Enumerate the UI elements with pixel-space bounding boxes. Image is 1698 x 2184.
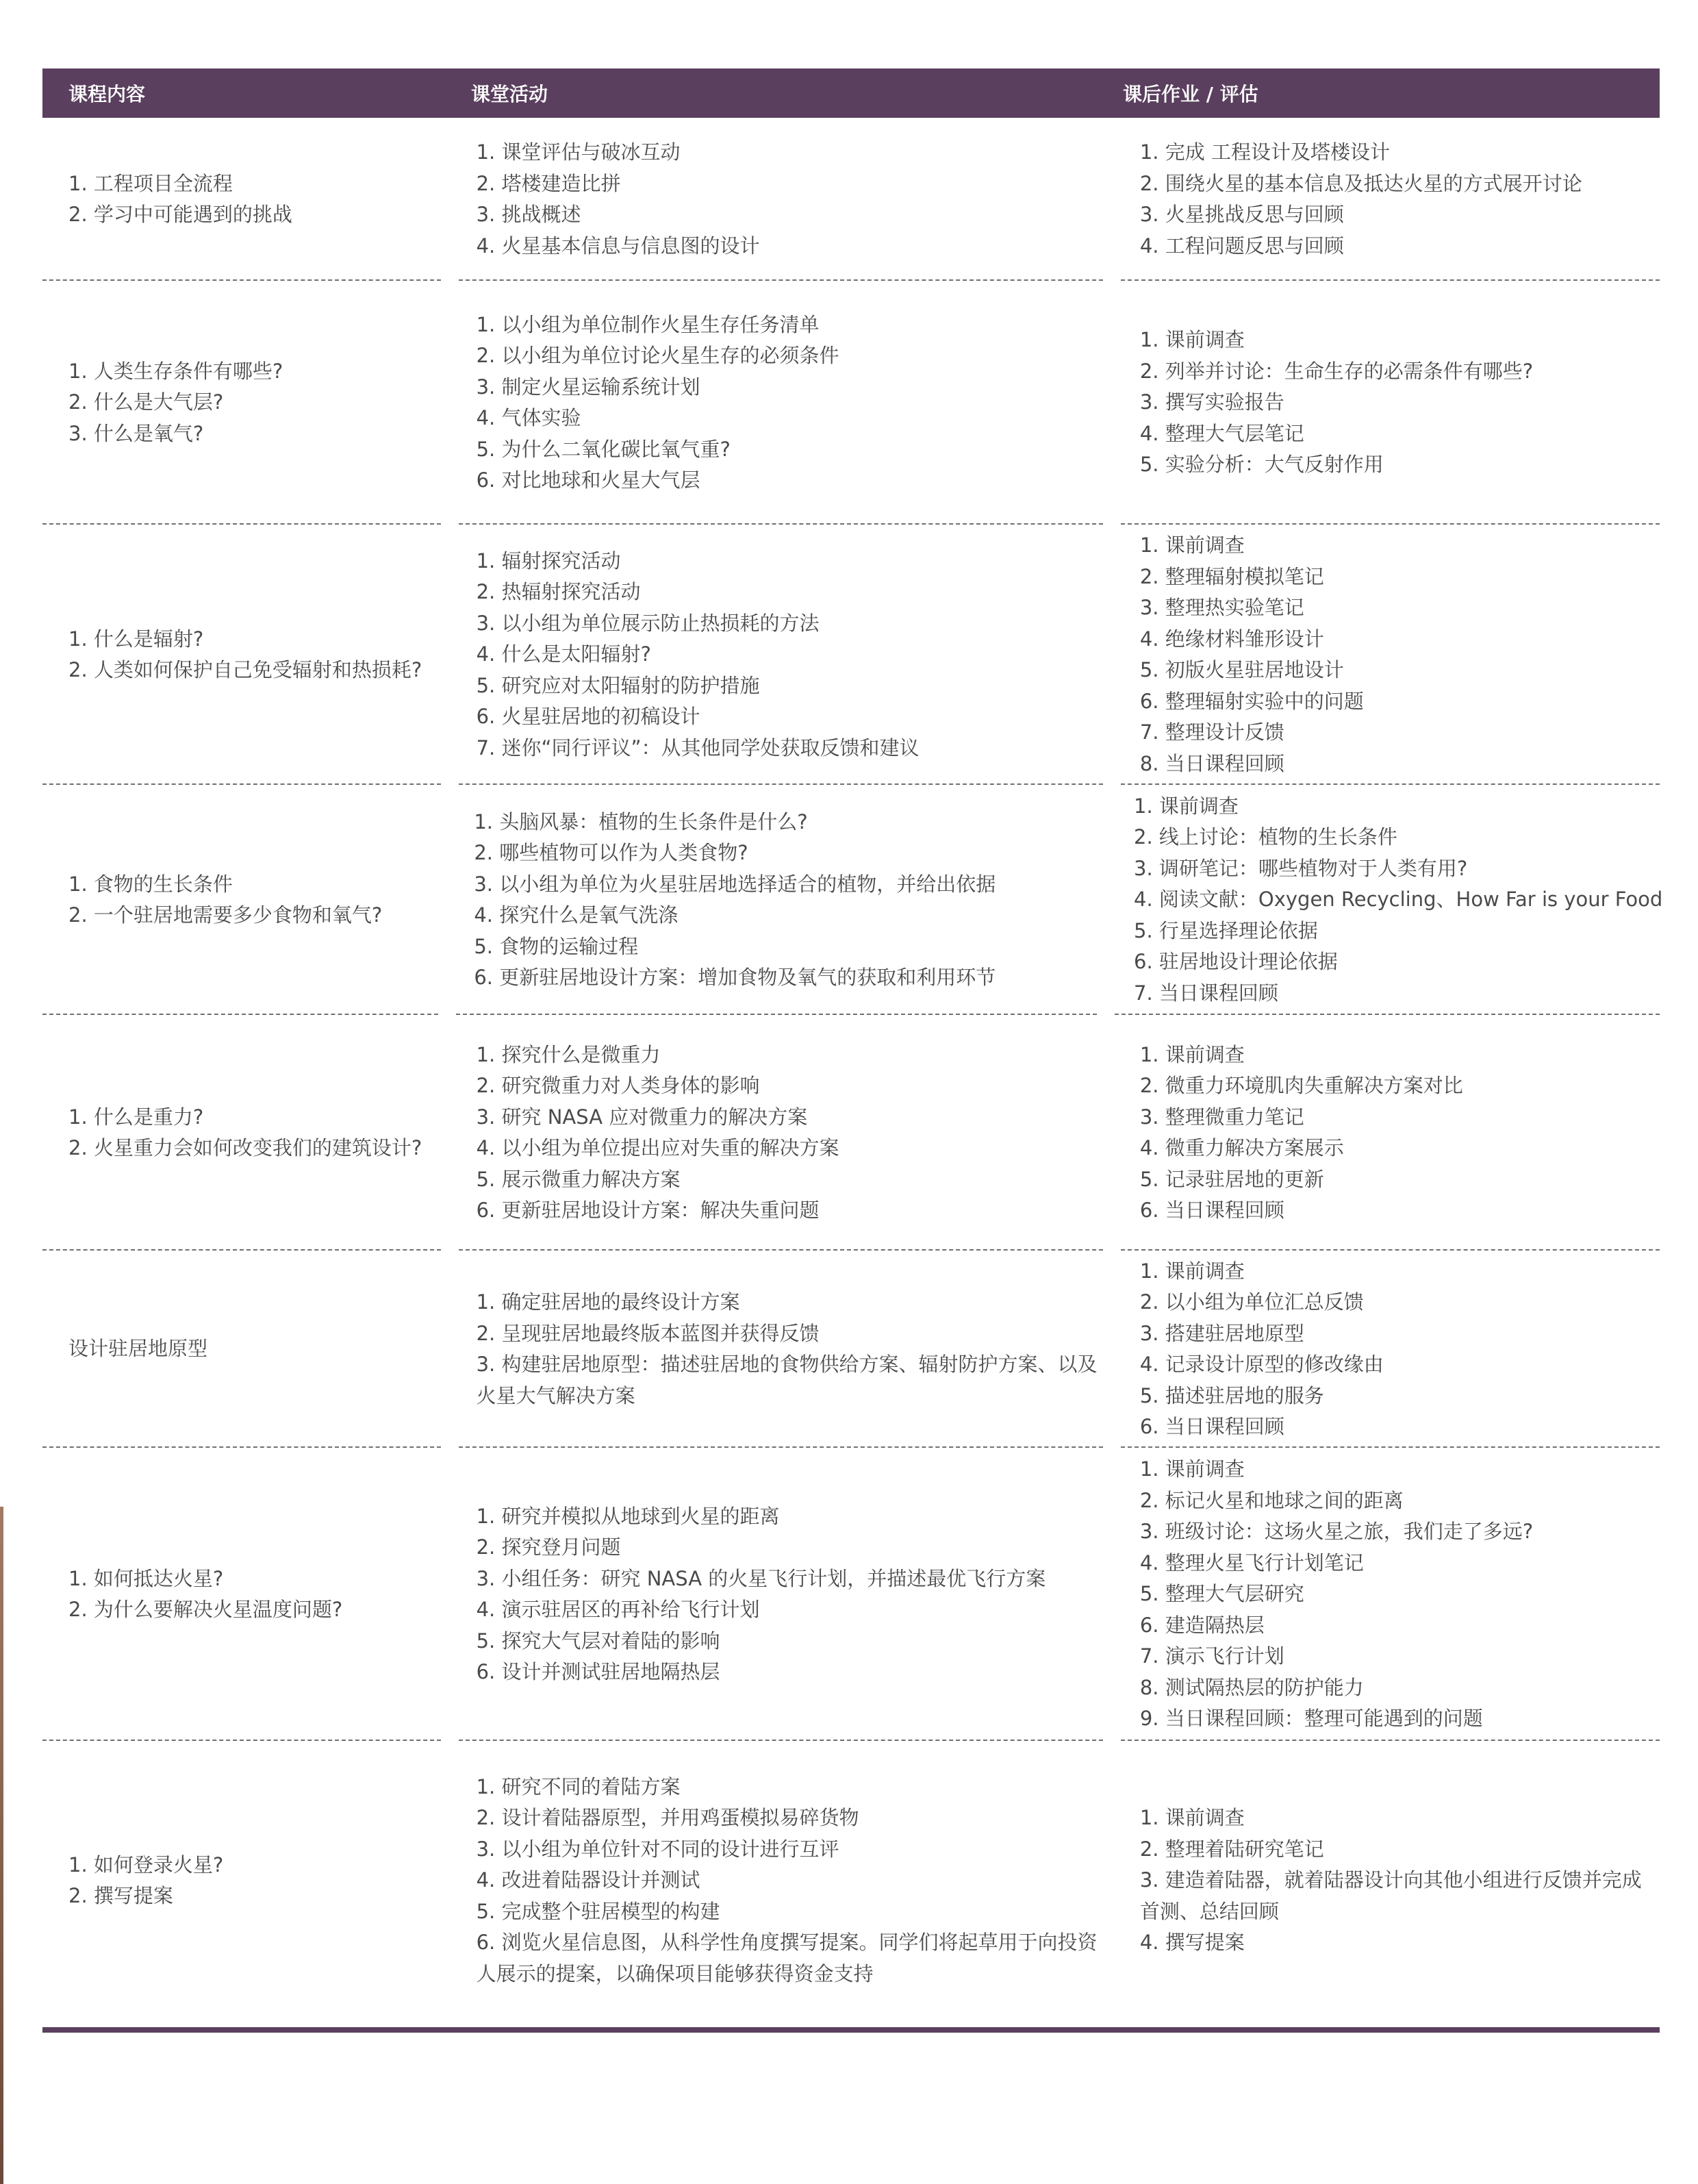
- activities-cell: [459, 1015, 1103, 1251]
- list-item: 7. 演示飞行计划: [1139, 1644, 1284, 1668]
- list-item: 2. 一个驻居地需要多少食物和氧气?: [68, 903, 383, 927]
- list-item: 1. 研究并模拟从地球到火星的距离: [476, 1504, 780, 1528]
- list-item: 3. 构建驻居地原型：描述驻居地的食物供给方案、辐射防护方案、以及火星大气解决方案: [476, 1353, 1098, 1407]
- list-item: 1. 什么是重力?: [68, 1105, 204, 1129]
- list-item: 4. 绝缘材料雏形设计: [1139, 627, 1324, 651]
- content-cell: [42, 1448, 441, 1741]
- list-item: 4. 改进着陆器设计并测试: [476, 1868, 700, 1892]
- list-item: 2. 火星重力会如何改变我们的建筑设计?: [68, 1136, 422, 1159]
- list-item: 5. 描述驻居地的服务: [1139, 1383, 1324, 1407]
- table-row: [42, 785, 1663, 1015]
- table-row: [42, 118, 1660, 281]
- list-item: 6. 当日课程回顾: [1139, 1198, 1284, 1222]
- content-cell: [42, 525, 441, 785]
- list-item: 1. 探究什么是微重力: [476, 1042, 661, 1066]
- list-item: 1. 课前调查: [1139, 1259, 1245, 1283]
- list-item: 2. 以小组为单位汇总反馈: [1139, 1290, 1364, 1314]
- list-item: 3. 班级讨论：这场火星之旅，我们走了多远?: [1139, 1520, 1534, 1544]
- list-item: 5. 探究大气层对着陆的影响: [476, 1629, 720, 1653]
- activities-cell: [459, 525, 1103, 785]
- list-item: 5. 行星选择理论依据: [1134, 918, 1318, 942]
- homework-cell-list: [1140, 325, 1654, 481]
- list-item: 1. 辐射探究活动: [476, 549, 621, 573]
- content-cell: [42, 785, 438, 1015]
- content-cell-list: [68, 356, 441, 450]
- list-item: 3. 搭建驻居地原型: [1139, 1321, 1304, 1345]
- content-cell: [42, 118, 441, 281]
- header-homework: 课后作业 / 评估: [1123, 83, 1258, 105]
- list-item: 5. 食物的运输过程: [474, 934, 639, 958]
- list-item: 1. 头脑风暴：植物的生长条件是什么?: [474, 809, 808, 833]
- list-item: 2. 热辐射探究活动: [476, 580, 641, 604]
- list-item: 5. 记录驻居地的更新: [1139, 1167, 1324, 1191]
- list-item: 6. 建造隔热层: [1139, 1613, 1265, 1637]
- list-item: 1. 课前调查: [1139, 328, 1245, 352]
- table-bottom-rule: [42, 2027, 1660, 2033]
- list-item: 3. 什么是氧气?: [68, 421, 204, 445]
- content-cell: [42, 281, 441, 525]
- content-cell: [42, 1251, 441, 1448]
- list-item: 6. 对比地球和火星大气层: [476, 468, 700, 492]
- homework-cell-list: [1140, 530, 1654, 779]
- list-item: 5. 实验分析：大气反射作用: [1139, 453, 1384, 477]
- homework-cell-list: [1140, 1454, 1654, 1735]
- list-item: 4. 探究什么是氧气洗涤: [474, 903, 679, 927]
- list-item: 4. 整理火星飞行计划笔记: [1139, 1551, 1364, 1574]
- list-item: 1. 课前调查: [1139, 1042, 1245, 1066]
- homework-cell: [1121, 1741, 1660, 2020]
- content-cell-list: [68, 869, 438, 931]
- list-item: 3. 研究 NASA 应对微重力的解决方案: [476, 1105, 808, 1129]
- list-item: 2. 列举并讨论：生命生存的必需条件有哪些?: [1139, 359, 1534, 383]
- activities-cell-list: [477, 1501, 1103, 1688]
- list-item: 1. 研究不同的着陆方案: [476, 1774, 681, 1798]
- list-item: 2. 塔楼建造比拼: [476, 171, 621, 195]
- homework-cell: [1121, 118, 1660, 281]
- list-item: 5. 展示微重力解决方案: [476, 1167, 681, 1191]
- list-item: 1. 如何登录火星?: [68, 1853, 224, 1877]
- homework-cell-list: [1140, 1803, 1654, 1959]
- list-item: 2. 研究微重力对人类身体的影响: [476, 1074, 760, 1097]
- list-item: 1. 课前调查: [1139, 534, 1245, 557]
- list-item: 1. 课堂评估与破冰互动: [476, 140, 681, 164]
- list-item: 4. 阅读文献：Oxygen Recycling、How Far is your Food: [1134, 888, 1663, 912]
- list-item: 2. 围绕火星的基本信息及抵达火星的方式展开讨论: [1139, 171, 1582, 195]
- list-item: 5. 研究应对太阳辐射的防护措施: [476, 673, 760, 697]
- homework-cell-list: [1134, 791, 1663, 1009]
- list-item: 2. 学习中可能遇到的挑战: [68, 203, 292, 226]
- content-cell: [42, 1741, 441, 2020]
- table-row: [42, 1015, 1660, 1251]
- list-item: 5. 完成整个驻居模型的构建: [476, 1899, 720, 1923]
- list-item: 6. 驻居地设计理论依据: [1134, 950, 1338, 974]
- list-item: 2. 什么是大气层?: [68, 390, 224, 414]
- homework-cell-list: [1140, 1040, 1654, 1227]
- content-cell-list: [68, 1333, 441, 1365]
- left-edge-decoration: [0, 1507, 3, 2184]
- list-item: 6. 更新驻居地设计方案：解决失重问题: [476, 1198, 820, 1222]
- content-cell-list: [68, 168, 441, 231]
- list-item: 6. 浏览火星信息图，从科学性角度撰写提案。同学们将起草用于向投资人展示的提案，以确保项目能够获得资金支持: [476, 1931, 1098, 1985]
- homework-cell: [1121, 281, 1660, 525]
- list-item: 7. 整理设计反馈: [1139, 720, 1284, 744]
- list-item: 2. 整理辐射模拟笔记: [1139, 564, 1324, 588]
- homework-cell: [1115, 785, 1663, 1015]
- list-item: 3. 以小组为单位展示防止热损耗的方法: [476, 611, 820, 635]
- homework-cell: [1121, 1448, 1660, 1741]
- activities-cell-list: [477, 137, 1103, 262]
- list-item: 2. 微重力环境肌肉失重解决方案对比: [1139, 1074, 1463, 1097]
- list-item: 1. 人类生存条件有哪些?: [68, 359, 283, 383]
- header-activities: 课堂活动: [471, 83, 548, 105]
- list-item: 7. 迷你“同行评议”：从其他同学处获取反馈和建议: [476, 736, 920, 760]
- table-row: [42, 1741, 1660, 2020]
- table-row: [42, 1448, 1660, 1741]
- activities-cell-list: [477, 1040, 1103, 1227]
- list-item: 2. 以小组为单位讨论火星生存的必须条件: [476, 344, 839, 367]
- activities-cell: [456, 785, 1097, 1015]
- list-item: 4. 什么是太阳辐射?: [476, 642, 651, 666]
- list-item: 9. 当日课程回顾：整理可能遇到的问题: [1139, 1707, 1483, 1731]
- activities-cell: [459, 1448, 1103, 1741]
- list-item: 2. 为什么要解决火星温度问题?: [68, 1598, 343, 1621]
- list-item: 7. 当日课程回顾: [1134, 981, 1278, 1005]
- list-item: 2. 探究登月问题: [476, 1535, 621, 1559]
- homework-cell-list: [1140, 1256, 1654, 1443]
- list-item: 4. 撰写提案: [1139, 1931, 1245, 1955]
- list-item: 2. 哪些植物可以作为人类食物?: [474, 841, 748, 864]
- content-cell-list: [68, 1564, 441, 1626]
- content-cell-list: [68, 624, 441, 686]
- list-item: 3. 以小组为单位为火星驻居地选择适合的植物，并给出依据: [474, 872, 996, 896]
- list-item: 5. 初版火星驻居地设计: [1139, 658, 1344, 681]
- content-cell-list: [68, 1850, 441, 1912]
- list-item: 4. 整理大气层笔记: [1139, 421, 1304, 445]
- list-item: 3. 小组任务：研究 NASA 的火星飞行计划，并描述最优飞行方案: [476, 1566, 1046, 1590]
- list-item: 5. 为什么二氧化碳比氧气重?: [476, 437, 731, 461]
- activities-cell-list: [477, 546, 1103, 764]
- list-item: 设计驻居地原型: [68, 1337, 208, 1361]
- list-item: 1. 完成 工程设计及塔楼设计: [1139, 140, 1390, 164]
- list-item: 1. 什么是辐射?: [68, 627, 204, 651]
- list-item: 4. 以小组为单位提出应对失重的解决方案: [476, 1136, 839, 1159]
- list-item: 3. 挑战概述: [476, 203, 581, 226]
- activities-cell: [459, 281, 1103, 525]
- list-item: 4. 气体实验: [476, 406, 581, 429]
- table-row: [42, 1251, 1660, 1448]
- list-item: 8. 当日课程回顾: [1139, 751, 1284, 775]
- list-item: 4. 演示驻居区的再补给飞行计划: [476, 1598, 760, 1621]
- list-item: 6. 当日课程回顾: [1139, 1415, 1284, 1438]
- homework-cell: [1121, 1251, 1660, 1448]
- homework-cell: [1121, 525, 1660, 785]
- list-item: 1. 以小组为单位制作火星生存任务清单: [476, 312, 820, 336]
- list-item: 6. 整理辐射实验中的问题: [1139, 689, 1364, 713]
- list-item: 2. 撰写提案: [68, 1884, 173, 1907]
- list-item: 3. 整理热实验笔记: [1139, 596, 1304, 619]
- list-item: 1. 课前调查: [1134, 794, 1239, 818]
- activities-cell-list: [474, 807, 1097, 994]
- list-item: 2. 线上讨论：植物的生长条件: [1134, 825, 1397, 849]
- list-item: 6. 设计并测试驻居地隔热层: [476, 1660, 720, 1683]
- content-cell: [42, 1015, 441, 1251]
- list-item: 4. 记录设计原型的修改缘由: [1139, 1353, 1384, 1376]
- activities-cell: [459, 1251, 1103, 1448]
- curriculum-table: [42, 68, 1663, 2033]
- list-item: 6. 更新驻居地设计方案：增加食物及氧气的获取和利用环节: [474, 966, 996, 989]
- list-item: 1. 确定驻居地的最终设计方案: [476, 1290, 740, 1314]
- homework-cell: [1121, 1015, 1660, 1251]
- list-item: 1. 课前调查: [1139, 1457, 1245, 1481]
- list-item: 4. 火星基本信息与信息图的设计: [476, 234, 760, 258]
- list-item: 3. 整理微重力笔记: [1139, 1105, 1304, 1129]
- list-item: 2. 呈现驻居地最终版本蓝图并获得反馈: [476, 1321, 820, 1345]
- header-content: 课程内容: [68, 83, 146, 105]
- list-item: 3. 火星挑战反思与回顾: [1139, 203, 1344, 226]
- list-item: 3. 撰写实验报告: [1139, 390, 1284, 414]
- activities-cell: [459, 1741, 1103, 2020]
- list-item: 4. 微重力解决方案展示: [1139, 1136, 1344, 1159]
- list-item: 1. 如何抵达火星?: [68, 1566, 224, 1590]
- list-item: 5. 整理大气层研究: [1139, 1582, 1304, 1606]
- activities-cell-list: [477, 310, 1103, 497]
- list-item: 3. 调研笔记：哪些植物对于人类有用?: [1134, 856, 1468, 880]
- list-item: 3. 建造着陆器，就着陆器设计向其他小组进行反馈并完成首测、总结回顾: [1139, 1868, 1642, 1923]
- list-item: 1. 食物的生长条件: [68, 872, 233, 896]
- activities-cell-list: [477, 1287, 1103, 1411]
- list-item: 2. 标记火星和地球之间的距离: [1139, 1488, 1404, 1512]
- activities-cell-list: [477, 1772, 1103, 1990]
- activities-cell: [459, 118, 1103, 281]
- list-item: 1. 工程项目全流程: [68, 171, 233, 195]
- list-item: 3. 制定火星运输系统计划: [476, 375, 700, 399]
- list-item: 6. 火星驻居地的初稿设计: [476, 705, 700, 729]
- list-item: 8. 测试隔热层的防护能力: [1139, 1675, 1364, 1699]
- list-item: 2. 人类如何保护自己免受辐射和热损耗?: [68, 658, 422, 681]
- table-header: [42, 68, 1660, 118]
- list-item: 2. 设计着陆器原型，并用鸡蛋模拟易碎货物: [476, 1806, 859, 1830]
- table-row: [42, 281, 1660, 525]
- table-row: [42, 525, 1660, 785]
- list-item: 4. 工程问题反思与回顾: [1139, 234, 1344, 258]
- homework-cell-list: [1140, 137, 1654, 262]
- content-cell-list: [68, 1102, 441, 1164]
- list-item: 1. 课前调查: [1139, 1806, 1245, 1830]
- table-body: [42, 118, 1663, 2020]
- list-item: 2. 整理着陆研究笔记: [1139, 1837, 1324, 1861]
- list-item: 3. 以小组为单位针对不同的设计进行互评: [476, 1837, 839, 1861]
